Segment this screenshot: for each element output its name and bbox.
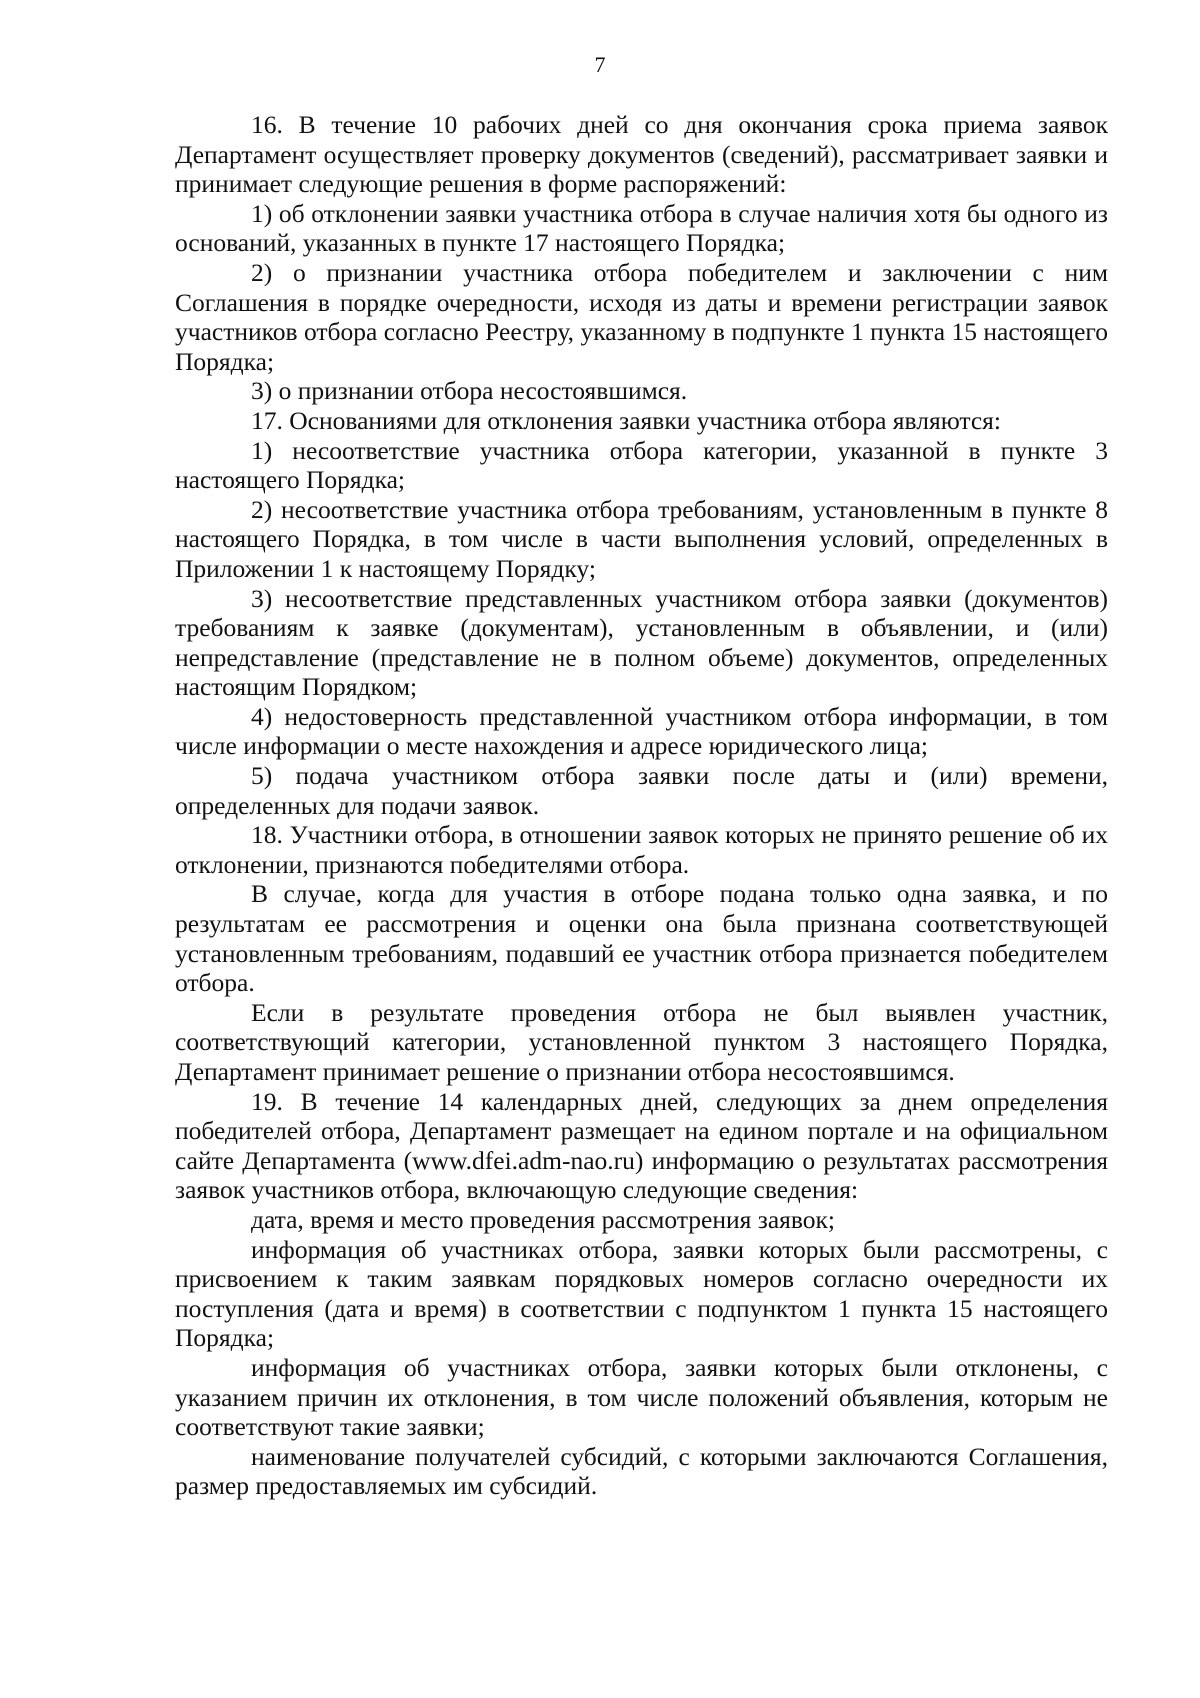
paragraph-17-item-4: 4) недостоверность представленной участником отбора информации, в том числе информации о месте нахождения и адресе юридического лица; — [175, 701, 1108, 761]
paragraph-19-item-recipients: наименование получателей субсидий, с которыми заключаются Соглашения, размер предоставляемых им субсидий. — [175, 1441, 1108, 1501]
paragraph-18-single-application: В случае, когда для участия в отборе подана только одна заявка, и по результатам ее рассмотрения и оценки она была признана соответствующей установленным требованиям, подавший ее участник отбора признается победителем отбора. — [175, 879, 1108, 998]
paragraph-17-item-3: 3) несоответствие представленных участником отбора заявки (документов) требованиям к заявке (документам), установленным в объявлении, и (или) непредставление (представление не в полном объеме) документов, определенных настоящим Порядком; — [175, 583, 1108, 702]
paragraph-19-item-considered: информация об участниках отбора, заявки которых были рассмотрены, с присвоением к таким заявкам порядковых номеров согласно очередности их поступления (дата и время) в соответствии с подпунктом 1 пункта 15 настоящего Порядка; — [175, 1234, 1108, 1353]
paragraph-18: 18. Участники отбора, в отношении заявок которых не принято решение об их отклонении, признаются победителями отбора. — [175, 820, 1108, 879]
paragraph-18-no-participant: Если в результате проведения отбора не был выявлен участник, соответствующий категории, установленной пунктом 3 настоящего Порядка, Департамент принимает решение о признании отбора несостоявшимся. — [175, 997, 1108, 1086]
paragraph-19-item-date: дата, время и место проведения рассмотрения заявок; — [251, 1204, 835, 1234]
paragraph-16: 16. В течение 10 рабочих дней со дня окончания срока приема заявок Департамент осуществляет проверку документов (сведений), рассматривает заявки и принимает следующие решения в форме распоряжений: — [175, 110, 1108, 199]
paragraph-16-item-2: 2) о признании участника отбора победителем и заключении с ним Соглашения в порядке очередности, исходя из даты и времени регистрации заявок участников отбора согласно Реестру, указанному в подпункте 1 пункта 15 настоящего Порядка; — [175, 257, 1108, 376]
paragraph-19-item-rejected: информация об участниках отбора, заявки которых были отклонены, с указанием причин их отклонения, в том числе положений объявления, которым не соответствуют такие заявки; — [175, 1352, 1108, 1442]
page-number: 7 — [594, 52, 606, 77]
paragraph-16-item-1: 1) об отклонении заявки участника отбора в случае наличия хотя бы одного из оснований, указанных в пункте 17 настоящего Порядка; — [175, 198, 1108, 258]
paragraph-17-item-5: 5) подача участником отбора заявки после даты и (или) времени, определенных для подачи заявок. — [175, 761, 1108, 820]
document-body — [175, 110, 1108, 1501]
paragraph-16-item-3: 3) о признании отбора несостоявшимся. — [251, 376, 688, 406]
paragraph-17: 17. Основаниями для отклонения заявки участника отбора являются: — [251, 405, 1001, 435]
paragraph-19: 19. В течение 14 календарных дней, следующих за днем определения победителей отбора, Департамент размещает на едином портале и на официальном сайте Департамента (www.dfei.adm-nao.ru) информацию о результатах рассмотрения заявок участников отбора, включающую следующие сведения: — [175, 1086, 1108, 1205]
paragraph-17-item-2: 2) несоответствие участника отбора требованиям, установленным в пункте 8 настоящего Порядка, в том числе в части выполнения условий, определенных в Приложении 1 к настоящему Порядку; — [175, 494, 1108, 583]
paragraph-17-item-1: 1) несоответствие участника отбора категории, указанной в пункте 3 настоящего Порядка; — [175, 435, 1108, 495]
